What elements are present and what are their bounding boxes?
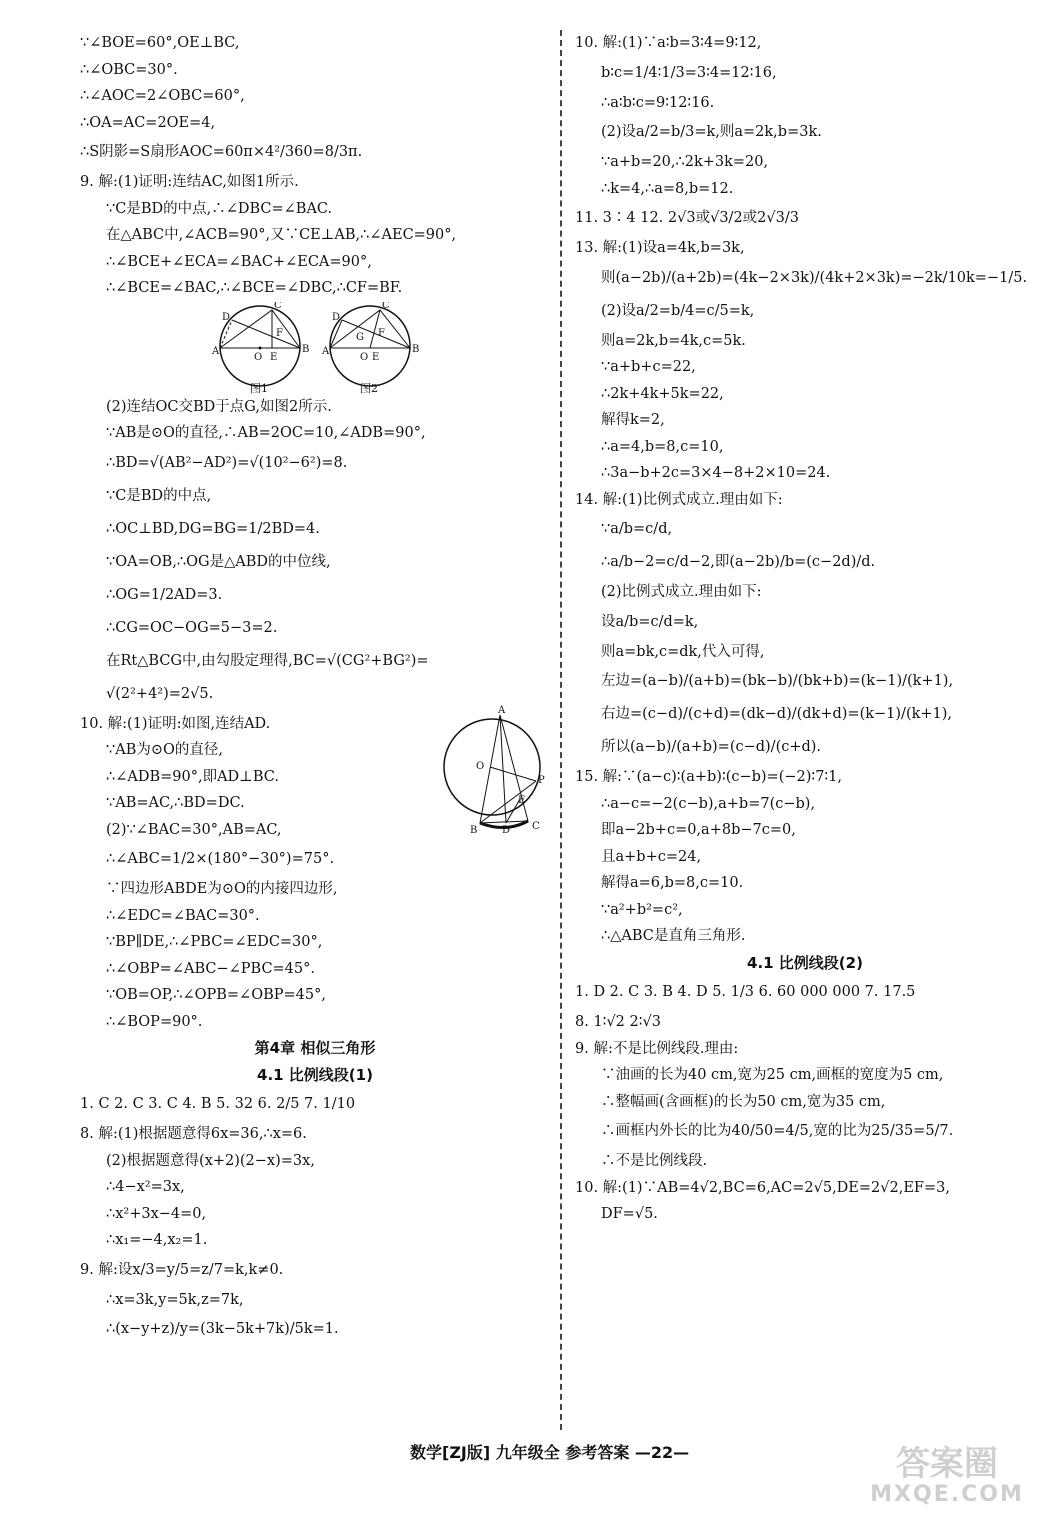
svg-text:G: G (356, 331, 364, 343)
text-line: ∵OA=OB,∴OG是△ABD的中位线, (106, 553, 331, 570)
problem-9c-title: 9. 解:不是比例线段.理由: (575, 1040, 739, 1057)
text-line: ∴x=3k,y=5k,z=7k, (106, 1291, 244, 1308)
svg-text:E: E (270, 351, 278, 363)
svg-text:D: D (502, 824, 511, 835)
text-line: ∵C是BD的中点, (106, 487, 212, 504)
text-line: ∵∠BOE=60°,OE⊥BC, (80, 35, 240, 51)
svg-text:B: B (412, 343, 420, 355)
text-line: ∵a/b=c/d, (601, 521, 673, 537)
text-line: ∵AB为⊙O的直径, (106, 742, 223, 758)
section-heading: 4.1 比例线段(2) (747, 953, 863, 972)
problem-8-title: 8. 解:(1)根据题意得6x=36,∴x=6. (80, 1126, 307, 1142)
text-line: ∴OC⊥BD,DG=BG=1/2BD=4. (106, 520, 320, 537)
text-line: (2)比例式成立.理由如下: (601, 584, 762, 600)
svg-text:O: O (476, 760, 485, 772)
text-line: 左边=(a−b)/(a+b)=(bk−b)/(bk+b)=(k−1)/(k+1), (601, 673, 954, 689)
answer-line: 11. 3∶4 12. 2√3或√3/2或2√3/3 (575, 210, 799, 226)
column-divider (560, 30, 562, 1430)
text-line: ∴∠BCE=∠BAC,∴∠BCE=∠DBC,∴CF=BF. (106, 280, 403, 296)
text-line: (2)设a/2=b/3=k,则a=2k,b=3k. (601, 124, 822, 140)
text-line: (2)根据题意得(x+2)(2−x)=3x, (106, 1152, 315, 1169)
svg-text:O: O (254, 351, 263, 363)
figure-1-caption: 图1 (250, 381, 268, 394)
text-line: 右边=(c−d)/(c+d)=(dk−d)/(dk+d)=(k−1)/(k+1), (601, 706, 953, 722)
problem-10c-title: 10. 解:(1)∵AB=4√2,BC=6,AC=2√5,DE=2√2,EF=3, (575, 1179, 950, 1196)
svg-text:D: D (332, 311, 341, 323)
text-line: ∵AB=AC,∴BD=DC. (106, 795, 245, 811)
text-line: ∵四边形ABDE为⊙O的内接四边形, (106, 881, 338, 897)
text-line: ∴x²+3x−4=0, (106, 1205, 207, 1222)
problem-10-title: 10. 解:(1)证明:如图,连结AD. (80, 715, 271, 732)
text-line: ∴∠BCE+∠ECA=∠BAC+∠ECA=90°, (106, 253, 372, 270)
text-line: ∵a+b=20,∴2k+3k=20, (601, 154, 769, 170)
text-line: ∴k=4,∴a=8,b=12. (601, 180, 734, 197)
svg-text:O: O (360, 351, 369, 363)
text-line: ∴∠EDC=∠BAC=30°. (106, 907, 260, 924)
svg-text:E: E (518, 794, 526, 806)
problem-15-title: 15. 解:∵(a−c)∶(a+b)∶(c−b)=(−2)∶7∶1, (575, 769, 843, 785)
text-line: 且a+b+c=24, (601, 848, 702, 865)
text-line: 即a−2b+c=0,a+8b−7c=0, (601, 822, 796, 838)
svg-text:B: B (470, 824, 478, 835)
answer-line: 8. 1∶√2 2∶√3 (575, 1014, 661, 1030)
text-line: 则a=2k,b=4k,c=5k. (601, 332, 746, 349)
answer-line: 1. C 2. C 3. C 4. B 5. 32 6. 2/5 7. 1/10 (80, 1096, 356, 1112)
problem-14-title: 14. 解:(1)比例式成立.理由如下: (575, 491, 783, 508)
text-line: ∴OG=1/2AD=3. (106, 586, 223, 603)
problem-10b-title: 10. 解:(1)∵a∶b=3∶4=9∶12, (575, 35, 762, 51)
text-line: 则a=bk,c=dk,代入可得, (601, 643, 765, 660)
svg-text:F: F (378, 327, 385, 339)
circle-figures (80, 302, 550, 394)
svg-text:A: A (498, 704, 506, 716)
text-line: ∵OB=OP,∴∠OPB=∠OBP=45°, (106, 987, 326, 1003)
figure-2 (320, 302, 420, 394)
text-line: 解得a=6,b=8,c=10. (601, 875, 744, 891)
text-line: ∴∠OBC=30°. (80, 61, 178, 78)
text-line: ∵a²+b²=c², (601, 901, 683, 918)
problem-9-title: 9. 解:(1)证明:连结AC,如图1所示. (80, 174, 299, 190)
svg-text:A: A (212, 345, 220, 357)
svg-text:D: D (222, 311, 231, 323)
left-column (80, 30, 550, 1346)
text-line: ∵油画的长为40 cm,宽为25 cm,画框的宽度为5 cm, (601, 1067, 944, 1083)
figure-3 (440, 705, 550, 835)
text-line: ∴∠ABC=1/2×(180°−30°)=75°. (106, 851, 335, 867)
text-line: ∴a/b−2=c/d−2,即(a−2b)/b=(c−2d)/d. (601, 554, 876, 570)
text-line: ∵AB是⊙O的直径,∴AB=2OC=10,∠ADB=90°, (106, 425, 426, 441)
text-line: ∴3a−b+2c=3×4−8+2×10=24. (601, 465, 831, 481)
svg-text:C: C (532, 820, 540, 832)
figure-2-caption: 图2 (360, 381, 378, 394)
problem-9b-title: 9. 解:设x/3=y/5=z/7=k,k≠0. (80, 1261, 284, 1278)
svg-text:C: C (274, 301, 282, 311)
text-line: ∴画框内外长的比为40/50=4/5,宽的比为25/35=5/7. (601, 1123, 954, 1139)
text-line: ∴S阴影=S扇形AOC=60π×4²/360=8/3π. (80, 144, 363, 160)
text-line: √(2²+4²)=2√5. (106, 685, 214, 702)
text-line: ∴OA=AC=2OE=4, (80, 114, 216, 131)
text-line: ∴整幅画(含画框)的长为50 cm,宽为35 cm, (601, 1093, 886, 1110)
svg-text:P: P (538, 774, 545, 786)
text-line: ∴△ABC是直角三角形. (601, 928, 746, 944)
text-line: ∴∠AOC=2∠OBC=60°, (80, 88, 245, 104)
text-line: 在Rt△BCG中,由勾股定理得,BC=√(CG²+BG²)= (106, 652, 429, 669)
text-line: ∴x₁=−4,x₂=1. (106, 1232, 208, 1248)
text-line: 则(a−2b)/(a+2b)=(4k−2×3k)/(4k+2×3k)=−2k/10k=−1/5. (601, 269, 1028, 286)
page-footer: 数学[ZJ版] 九年级全 参考答案 —22— (410, 1443, 690, 1462)
svg-text:C: C (382, 301, 390, 311)
text-line: ∵BP∥DE,∴∠PBC=∠EDC=30°, (106, 934, 323, 950)
watermark-url: MXQE.COM (870, 1482, 1024, 1507)
text-line: (2)连结OC交BD于点G,如图2所示. (106, 398, 332, 415)
text-line: (2)∵∠BAC=30°,AB=AC, (106, 821, 282, 838)
svg-text:E: E (372, 351, 380, 363)
text-line: ∴∠OBP=∠ABC−∠PBC=45°. (106, 960, 315, 977)
text-line: ∴∠ADB=90°,即AD⊥BC. (106, 768, 279, 785)
text-line: ∴(x−y+z)/y=(3k−5k+7k)/5k=1. (106, 1321, 339, 1337)
svg-text:A: A (322, 345, 330, 357)
watermark-logo (852, 1446, 1042, 1526)
svg-text:F: F (276, 327, 283, 339)
problem-13-title: 13. 解:(1)设a=4k,b=3k, (575, 240, 745, 256)
text-line: ∴a=4,b=8,c=10, (601, 438, 724, 455)
svg-text:B: B (302, 343, 310, 355)
answer-line: 1. D 2. C 3. B 4. D 5. 1/3 6. 60 000 000 7. 17.5 (575, 984, 916, 1000)
text-line: 设a/b=c/d=k, (601, 613, 699, 630)
section-heading: 4.1 比例线段(1) (257, 1065, 373, 1084)
text-line: ∴CG=OC−OG=5−3=2. (106, 619, 278, 636)
text-line: DF=√5. (601, 1206, 658, 1222)
text-line: ∵a+b+c=22, (601, 359, 696, 375)
text-line: b∶c=1/4∶1/3=3∶4=12∶16, (601, 64, 777, 81)
text-line: 所以(a−b)/(a+b)=(c−d)/(c+d). (601, 739, 822, 755)
text-line: ∵C是BD的中点,∴∠DBC=∠BAC. (106, 200, 333, 217)
text-line: ∴∠BOP=90°. (106, 1013, 203, 1030)
watermark-main: 答案圈 (896, 1444, 998, 1484)
text-line: ∴2k+4k+5k=22, (601, 385, 724, 402)
text-line: 在△ABC中,∠ACB=90°,又∵CE⊥AB,∴∠AEC=90°, (106, 227, 457, 243)
text-line: ∴a−c=−2(c−b),a+b=7(c−b), (601, 795, 816, 812)
text-line: ∴BD=√(AB²−AD²)=√(10²−6²)=8. (106, 454, 348, 471)
text-line: (2)设a/2=b/4=c/5=k, (601, 302, 755, 319)
figure-1 (210, 302, 310, 394)
text-line: 解得k=2, (601, 412, 665, 428)
right-column (575, 30, 1035, 1228)
text-line: ∴a∶b∶c=9∶12∶16. (601, 94, 715, 111)
text-line: ∴4−x²=3x, (106, 1179, 185, 1195)
chapter-heading: 第4章 相似三角形 (254, 1039, 376, 1057)
text-line: ∴不是比例线段. (601, 1153, 708, 1169)
